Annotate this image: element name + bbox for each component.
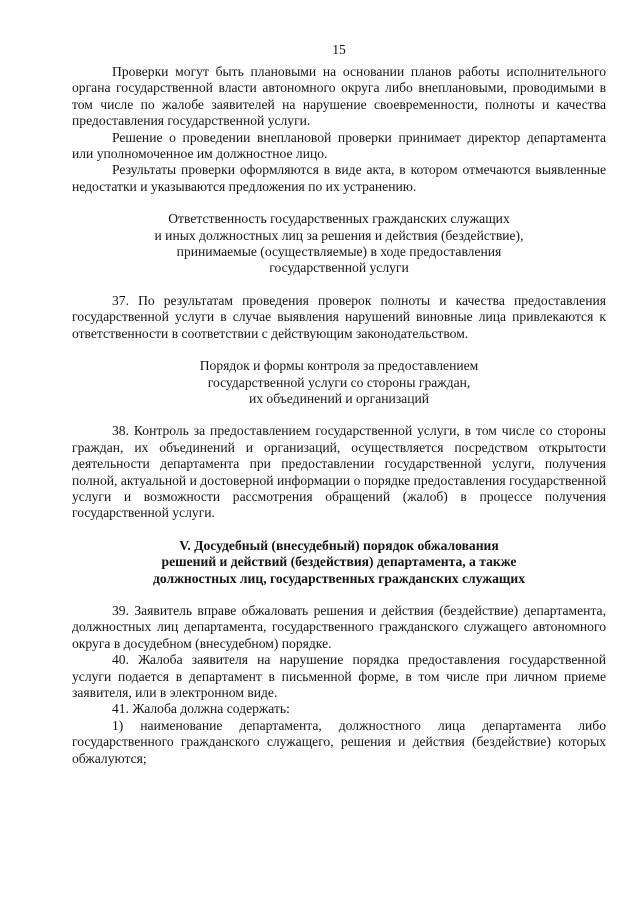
paragraph-inspection-results: Результаты проверки оформляются в виде акта, в котором отмечаются выявленные недостатки и указываются предложения по их устранению. [72, 162, 606, 194]
paragraph-37: 37. По результатам проведения проверок полноты и качества предоставления государственной услуги в случае выявления нарушений виновные лица привлекаются к ответственности в соответствии с действующим законодательством. [72, 292, 606, 341]
document-body [72, 64, 606, 767]
paragraph-inspections-types: Проверки могут быть плановыми на основании планов работы исполнительного органа государственной власти автономного округа либо внеплановыми, проводимыми в том числе по жалобе заявителей на нарушение своевременности, полноты и качества предоставления государственной услуги. [72, 64, 606, 129]
paragraph-unscheduled-inspection-decision: Решение о проведении внеплановой проверки принимает директор департамента или уполномоченное им должностное лицо. [72, 129, 606, 162]
paragraph-40: 40. Жалоба заявителя на нарушение порядка предоставления государственной услуги подается в департамент в письменной форме, в том числе при личном приеме заявителя, или в электронном виде. [72, 652, 606, 700]
page-number: 15 [332, 42, 346, 57]
section-heading-appeal-procedure: V. Досудебный (внесудебный) порядок обжалования решений и действий (бездействия) департамента, а также должностных лиц, государственных гражданских служащих [152, 537, 526, 586]
paragraph-41-item-1: 1) наименование департамента, должностного лица департамента либо государственного гражданского служащего, решения и действия (бездействие) которых обжалуются; [72, 717, 606, 766]
paragraph-38: 38. Контроль за предоставлением государственной услуги, в том числе со стороны граждан, их объединений и организаций, осуществляется посредством открытости деятельности департамента при предоставлении государственной услуги, получения полной, актуальной и достоверной информации о порядке предоставления государственной услуги и возможности рассмотрения обращений (жалоб) в процессе получения государственной услуги. [72, 423, 606, 521]
paragraph-41: 41. Жалоба должна содержать: [112, 701, 290, 717]
paragraph-39: 39. Заявитель вправе обжаловать решения и действия (бездействие) департамента, должностных лиц департамента, государственного гражданского служащего автономного округа в досудебном (внесудебном) порядке. [72, 602, 606, 651]
section-heading-responsibility: Ответственность государственных гражданских служащих и иных должностных лиц за решения и действия (бездействие), принимаемые (осуществляемые) в ходе предоставления государственной услуги [154, 211, 524, 276]
section-heading-control-forms: Порядок и формы контроля за предоставлением государственной услуги со стороны граждан, их объединений и организаций [199, 358, 479, 406]
